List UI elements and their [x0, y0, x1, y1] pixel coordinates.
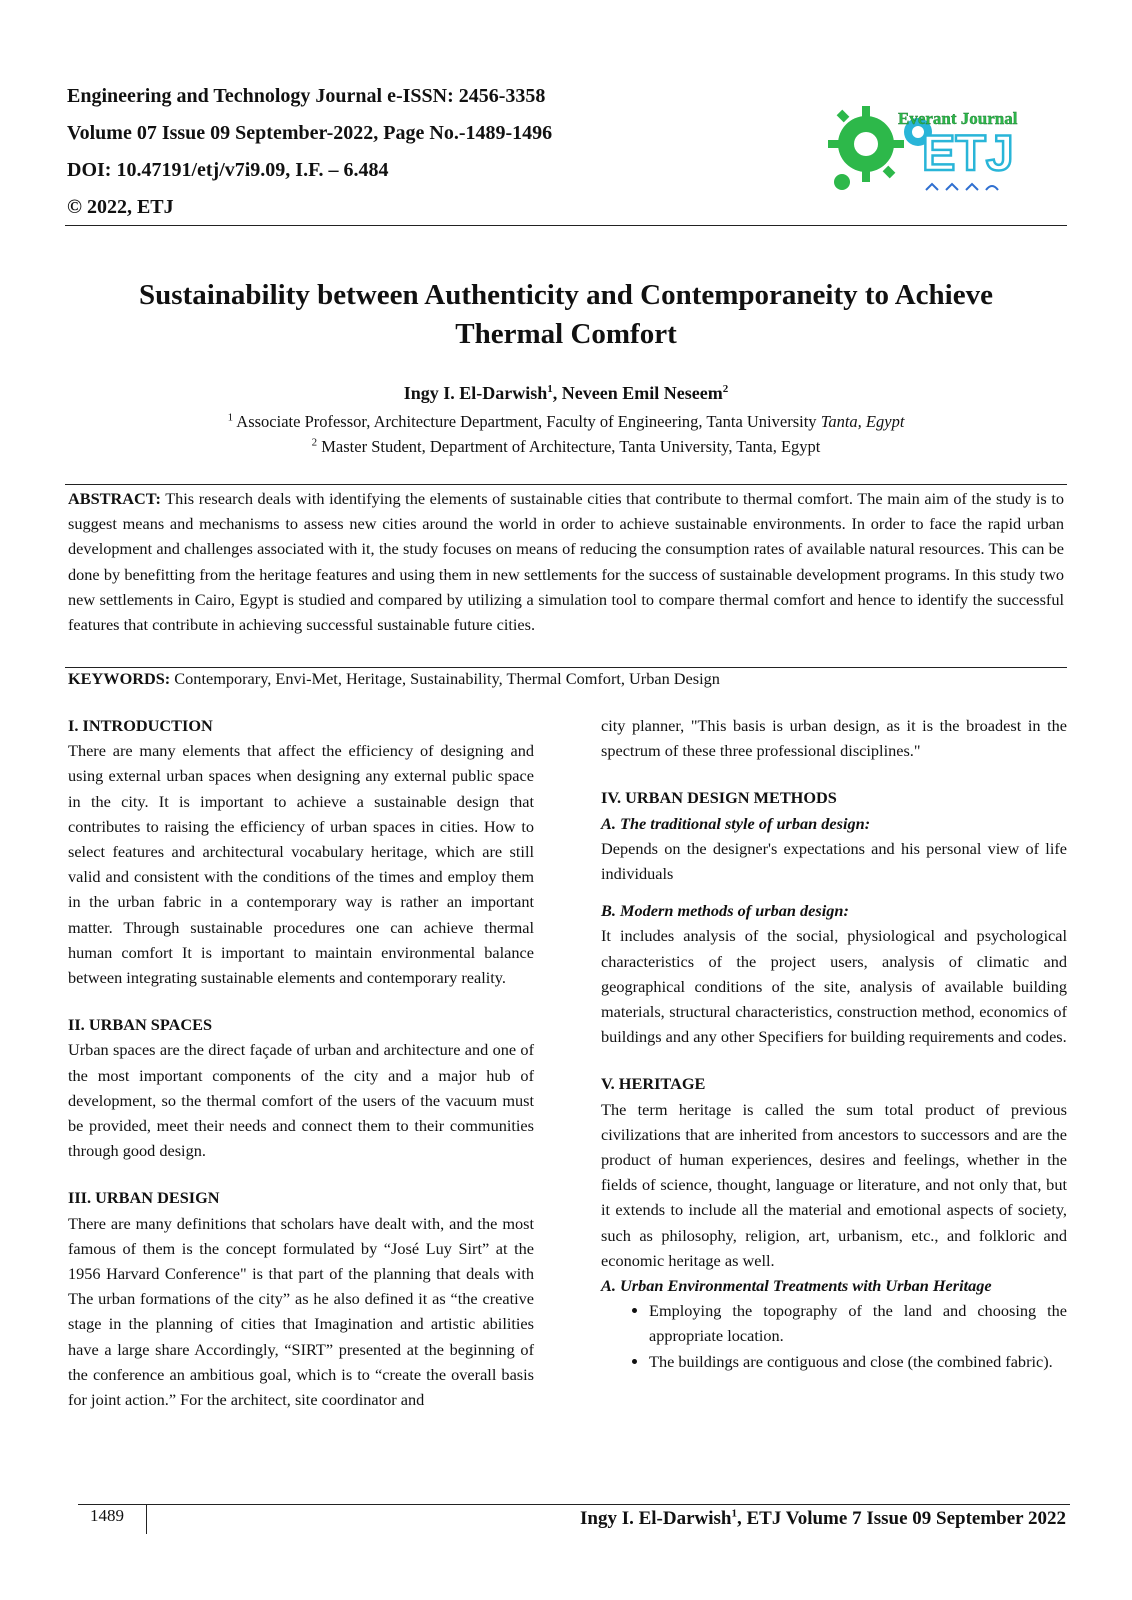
urban-spaces-heading: II. URBAN SPACES — [68, 1015, 212, 1035]
journal-doi: DOI: 10.47191/etj/v7i9.09, I.F. – 6.484 — [67, 159, 389, 181]
methods-b-heading: B. Modern methods of urban design: — [601, 901, 849, 921]
author-separator: , — [552, 383, 562, 403]
header-divider — [65, 225, 1067, 226]
affiliation-1 — [65, 412, 1067, 432]
urban-design-text: There are many definitions that scholars have dealt with, and the most famous of them is the concept formulated by “José Luy Sirt” at the 1956 Harvard Conference" is that part of the planning that deals with The urban formations of the city” as he also defined it as “the creative stage in the planning of cities that Imagination and artistic abilities have a large share Accordingly, “SIRT” presented at the beginning of the conference an ambitious goal, which is to “create the overall basis for joint action.” For the architect, site coordinator and — [68, 1213, 534, 1410]
footer-author: Ingy I. El-Darwish — [579, 1508, 732, 1529]
etj-logo — [826, 92, 1036, 200]
affiliation-1-text: Associate Professor, Architecture Department, Faculty of Engineering, Tanta University — [233, 412, 821, 431]
footer-author-sup: 1 — [731, 1507, 737, 1520]
affiliation-2-sup: 2 — [311, 436, 318, 449]
footer-citation — [580, 1508, 1066, 1530]
list-item: • Employing the topography of the land and choosing the appropriate location. — [649, 1298, 1067, 1348]
urban-design-text-continued: city planner, "This basis is urban design, as it is the broadest in the spectrum of these three professional disciplines." — [601, 716, 1067, 761]
methods-heading: IV. URBAN DESIGN METHODS — [601, 788, 837, 808]
abstract-top-rule — [65, 484, 1067, 485]
author-1: Ingy I. El-Darwish — [403, 383, 548, 403]
abstract-text: This research deals with identifying the elements of sustainable cities that contribute to thermal comfort. The main aim of the study is to suggest means and mechanisms to assess new cities around the world in order to achieve sustainable environments. In order to face the rapid urban development and challenges associated with it, the study focuses on means of reducing the consumption rates of available natural resources. This can be done by benefitting from the heritage features and using them in new settlements for the success of sustainable development programs. In this study two new settlements in Cairo, Egypt is studied and compared by utilizing a simulation tool to compare thermal comfort and hence to identify the successful features that contribute in achieving successful sustainable future cities. — [68, 489, 1064, 635]
heritage-a-heading: A. Urban Environmental Treatments with Urban Heritage — [601, 1276, 992, 1296]
journal-header — [67, 78, 667, 226]
keywords — [68, 669, 1064, 689]
title-line-2: Thermal Comfort — [455, 318, 677, 350]
methods-a-text: Depends on the designer's expectations and his personal view of life individuals — [601, 838, 1067, 884]
author-1-sup: 1 — [547, 383, 553, 395]
urban-design-heading: III. URBAN DESIGN — [68, 1188, 220, 1208]
logo-letters: ETJ — [922, 125, 1014, 181]
keywords-text: Contemporary, Envi-Met, Heritage, Sustainability, Thermal Comfort, Urban Design — [170, 669, 720, 688]
abstract-label: ABSTRACT: — [68, 489, 161, 508]
affiliation-2 — [65, 437, 1067, 457]
methods-a-heading: A. The traditional style of urban design: — [601, 813, 871, 833]
abstract-bottom-rule — [65, 667, 1067, 668]
list-item: • The buildings are contiguous and close (the combined fabric). — [649, 1349, 1067, 1374]
footer-journal-info: , ETJ Volume 7 Issue 09 September 2022 — [736, 1508, 1066, 1529]
authors — [65, 383, 1067, 404]
methods-b-text: It includes analysis of the social, physiological and psychological characteristics of the project users, analysis of climatic and geographical conditions of the site, analysis of available building materials, structural characteristics, construction method, economics of buildings and any other Specifiers for building requirements and codes. — [601, 926, 1067, 1047]
heritage-text: The term heritage is called the sum total product of previous civilizations that are inherited from ancestors to successors and are the product of human experiences, desires and feelings, whether in the fields of science, thought, language or literature, and not only that, but it extends to include all the material and emotional aspects of society, such as philosophy, religion, art, urbanism, etc., and folkloric and economic heritage as well. — [601, 1099, 1067, 1270]
logo-top-text: Everant Journal — [898, 109, 1018, 128]
journal-name: Engineering and Technology Journal e-ISSN: 2456-3358 — [67, 85, 546, 107]
gear-icon — [828, 106, 904, 182]
footer-rule — [78, 1504, 1070, 1505]
heritage-heading: V. HERITAGE — [601, 1074, 706, 1094]
footer-divider — [146, 1504, 147, 1534]
author-2: Neveen Emil Neseem — [561, 383, 723, 403]
introduction-text: There are many elements that affect the efficiency of designing and using external urban spaces when designing any external public space in the city. It is important to achieve a sustainable design that contributes to raising the efficiency of urban spaces in cities. How to select features and architectural vocabulary heritage, which are still valid and consistent with the conditions of the times and employ them in the urban fabric in a contemporary way is rather an important matter. Through sustainable procedures one can achieve thermal human comfort It is important to maintain environmental balance between integrating sustainable elements and contemporary reality. — [68, 741, 534, 988]
journal-volume: Volume 07 Issue 09 September-2022, Page No.-1489-1496 — [67, 122, 553, 144]
title-line-1: Sustainability between Authenticity and Contemporaneity to Achieve — [139, 279, 993, 311]
journal-copyright: © 2022, ETJ — [67, 196, 174, 218]
paper-title — [65, 276, 1067, 354]
left-column — [68, 713, 534, 1412]
abstract — [68, 486, 1064, 637]
affiliation-1-sup: 1 — [227, 411, 234, 424]
affiliation-1-location: Tanta, Egypt — [820, 412, 905, 431]
keywords-label: KEYWORDS: — [68, 669, 171, 688]
heritage-bullet-list — [601, 1298, 1067, 1374]
introduction-heading: I. INTRODUCTION — [68, 716, 213, 735]
author-2-sup: 2 — [722, 383, 729, 395]
urban-spaces-text: Urban spaces are the direct façade of urban and architecture and one of the most important components of the city and a major hub of development, so the thermal comfort of the users of the vacuum must be provided, meet their needs and connect them to their communities through good design. — [68, 1040, 534, 1161]
page-number: 1489 — [90, 1506, 124, 1525]
right-column — [601, 713, 1067, 1374]
affiliation-2-text: Master Student, Department of Architecture, Tanta University, Tanta, Egypt — [317, 437, 821, 456]
